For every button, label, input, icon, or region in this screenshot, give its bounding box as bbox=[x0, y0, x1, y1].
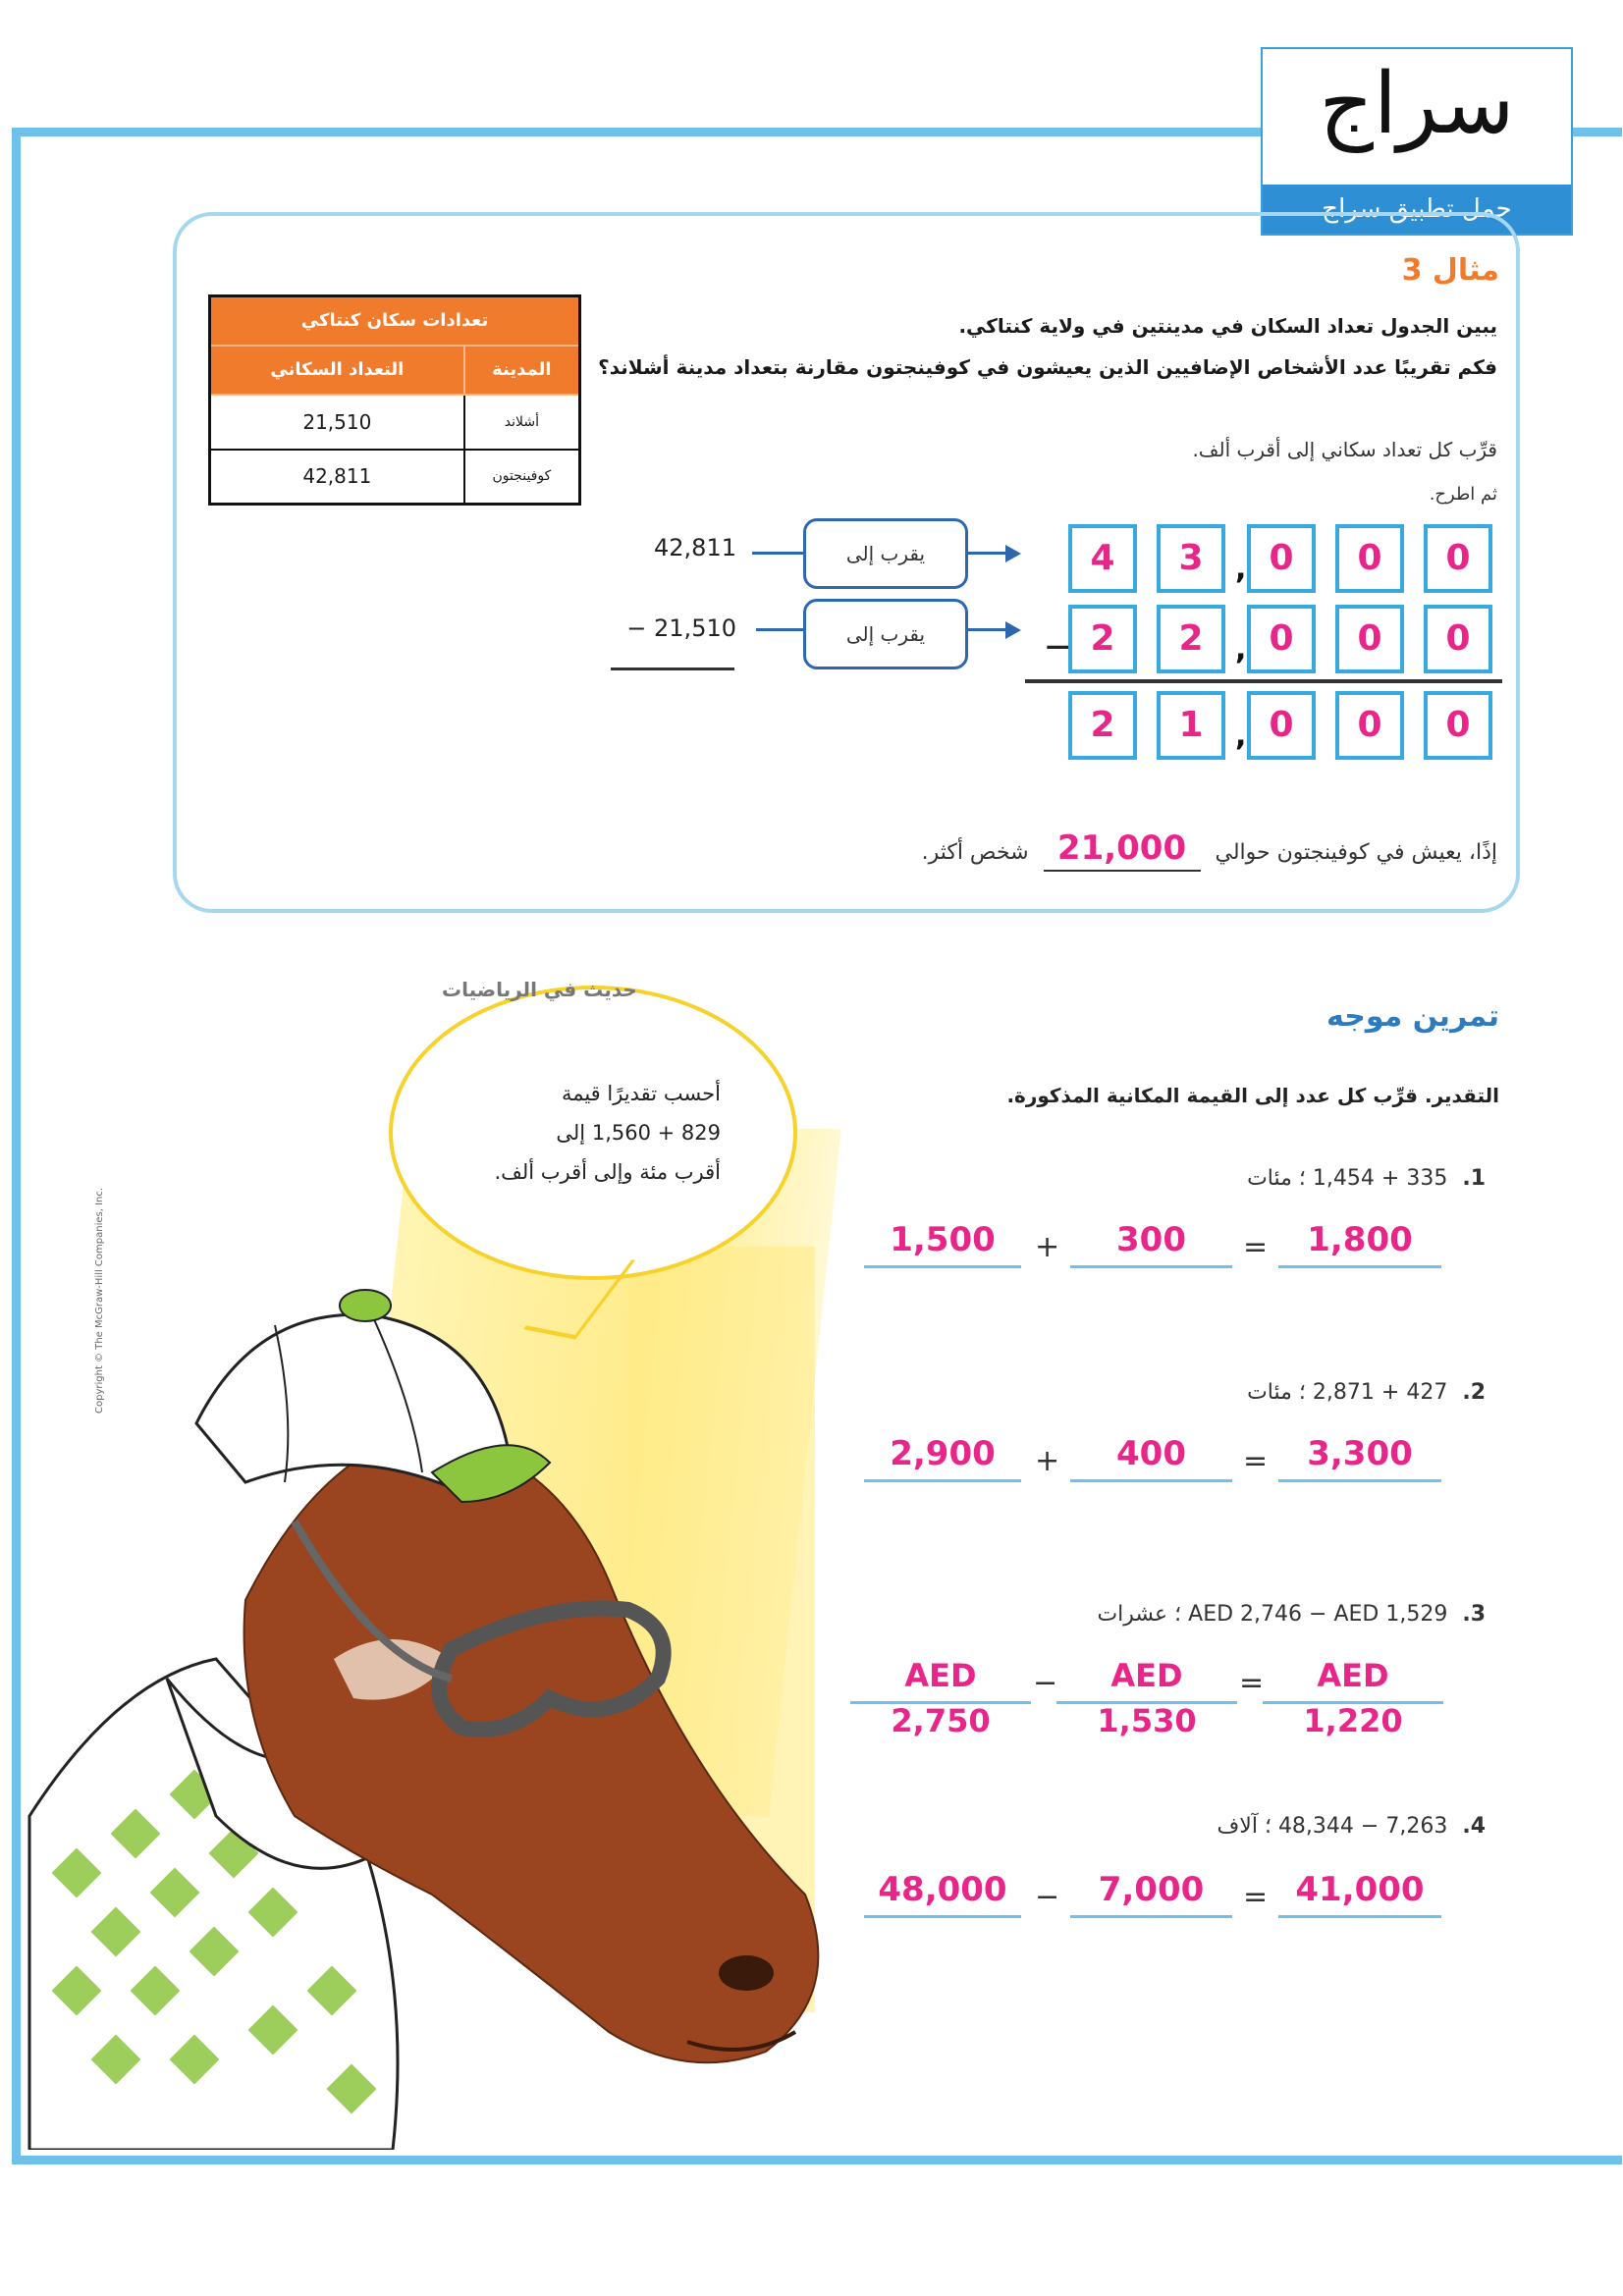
minus-sign: − bbox=[1043, 624, 1076, 669]
answer-suffix: شخص أكثر. bbox=[921, 840, 1029, 865]
math-talk-heading: حديث في الرياضيات bbox=[442, 978, 637, 1001]
question-number: 3. bbox=[1462, 1602, 1486, 1627]
siraj-logo bbox=[1261, 47, 1573, 236]
answer-row-1 bbox=[864, 1213, 1443, 1268]
digit-box: 2 bbox=[1157, 605, 1225, 673]
operator: − bbox=[1035, 1880, 1060, 1914]
rounded-bottom-digits bbox=[1068, 605, 1500, 673]
arrow-head-icon bbox=[1005, 621, 1021, 639]
question-place: ؛ مئات bbox=[1247, 1166, 1306, 1191]
answer-blank: 1,800 bbox=[1278, 1217, 1441, 1268]
question-place: ؛ آلاف bbox=[1217, 1814, 1271, 1839]
digit-box: 3 bbox=[1157, 524, 1225, 593]
equals-sign: = bbox=[1243, 1230, 1269, 1264]
answer-row-2 bbox=[864, 1427, 1443, 1482]
digit-box: 0 bbox=[1247, 524, 1316, 593]
question-expression: 48,344 − 7,263 bbox=[1277, 1814, 1448, 1839]
digit-box: 2 bbox=[1068, 691, 1137, 760]
thousands-comma: , bbox=[1235, 552, 1247, 586]
operator: + bbox=[1035, 1230, 1060, 1264]
bubble-line: أحسب تقديرًا قيمة bbox=[561, 1082, 721, 1105]
question-3 bbox=[1097, 1602, 1486, 1627]
question-expression: AED 2,746 − AED 1,529 bbox=[1188, 1602, 1448, 1627]
speech-bubble-text bbox=[454, 1074, 721, 1192]
digit-box: 0 bbox=[1424, 691, 1492, 760]
example-answer bbox=[922, 828, 1497, 872]
table-cell-population: 42,811 bbox=[210, 450, 464, 505]
table-cell-population: 21,510 bbox=[210, 395, 464, 450]
answer-blank: AED 2,750 bbox=[850, 1653, 1031, 1704]
answer-row-4 bbox=[864, 1863, 1443, 1918]
practice-title: تمرين موجه bbox=[1326, 999, 1499, 1034]
digit-box: 0 bbox=[1424, 524, 1492, 593]
digit-box: 0 bbox=[1247, 605, 1316, 673]
arrow-head-icon bbox=[1005, 545, 1021, 562]
table-cell-city: أشلاند bbox=[464, 395, 580, 450]
question-1 bbox=[1247, 1166, 1486, 1191]
answer-blank: AED 1,220 bbox=[1263, 1653, 1443, 1704]
digit-box: 0 bbox=[1335, 691, 1404, 760]
answer-blank: 1,500 bbox=[864, 1217, 1021, 1268]
answer-blank: 300 bbox=[1070, 1217, 1232, 1268]
question-place: ؛ عشرات bbox=[1097, 1602, 1182, 1627]
question-2 bbox=[1247, 1380, 1486, 1405]
round-to-box-1: يقرب إلى bbox=[803, 518, 968, 589]
equals-sign: = bbox=[1239, 1666, 1265, 1700]
rounded-top-digits bbox=[1068, 524, 1500, 593]
answer-blank: 7,000 bbox=[1070, 1867, 1232, 1918]
question-place: ؛ مئات bbox=[1247, 1380, 1306, 1405]
digit-box: 4 bbox=[1068, 524, 1137, 593]
question-expression: 2,871 + 427 bbox=[1312, 1380, 1448, 1405]
digit-box: 0 bbox=[1247, 691, 1316, 760]
answer-blank: 3,300 bbox=[1278, 1431, 1441, 1482]
arrow-connector bbox=[752, 552, 803, 555]
logo-tagline: حمل تطبيق سراج bbox=[1263, 185, 1571, 234]
table-cell-city: كوفينجتون bbox=[464, 450, 580, 505]
arrow-connector bbox=[756, 628, 803, 631]
raw-top-number: 42,811 bbox=[654, 534, 736, 561]
horse-illustration bbox=[0, 1266, 864, 2150]
operator: + bbox=[1035, 1444, 1060, 1478]
digit-box: 0 bbox=[1335, 605, 1404, 673]
answer-row-3 bbox=[850, 1649, 1443, 1739]
answer-blank: 2,900 bbox=[864, 1431, 1021, 1482]
round-to-box-2: يقرب إلى bbox=[803, 599, 968, 669]
example-question-line1: يبين الجدول تعداد السكان في مدينتين في ولاية كنتاكي. bbox=[958, 314, 1497, 338]
answer-value: 21,000 bbox=[1044, 828, 1201, 872]
population-table-title: تعدادات سكان كنتاكي bbox=[210, 296, 580, 346]
example-question-line2: فكم تقريبًا عدد الأشخاص الإضافيين الذين يعيشون في كوفينجتون مقارنة بتعداد مدينة أشلاند؟ bbox=[598, 355, 1497, 379]
arrow-connector bbox=[968, 628, 1007, 631]
table-row bbox=[210, 450, 580, 505]
logo-word: سراج bbox=[1319, 55, 1515, 153]
thousands-comma: , bbox=[1235, 632, 1247, 667]
arrow-connector bbox=[968, 552, 1007, 555]
answer-blank: 41,000 bbox=[1278, 1867, 1441, 1918]
equals-sign: = bbox=[1243, 1444, 1269, 1478]
question-expression: 1,454 + 335 bbox=[1312, 1166, 1448, 1191]
answer-blank: 48,000 bbox=[864, 1867, 1021, 1918]
question-number: 1. bbox=[1462, 1166, 1486, 1191]
digit-box: 2 bbox=[1068, 605, 1137, 673]
operator: − bbox=[1033, 1666, 1058, 1700]
answer-blank: AED 1,530 bbox=[1056, 1653, 1237, 1704]
result-digits bbox=[1068, 691, 1500, 760]
raw-bottom-number: − 21,510 bbox=[626, 614, 736, 642]
example-title: مثال 3 bbox=[1401, 253, 1499, 288]
column-header-city: المدينة bbox=[464, 346, 580, 395]
answer-blank: 400 bbox=[1070, 1431, 1232, 1482]
example-step-round: قرِّب كل تعداد سكاني إلى أقرب ألف. bbox=[1192, 438, 1497, 461]
bubble-line: أقرب مئة وإلى أقرب ألف. bbox=[494, 1160, 721, 1184]
answer-prefix: إذًا، يعيش في كوفينجتون حوالي bbox=[1215, 840, 1497, 865]
raw-subtraction-line bbox=[611, 667, 734, 670]
question-4 bbox=[1217, 1814, 1486, 1839]
population-table bbox=[208, 294, 581, 506]
question-number: 2. bbox=[1462, 1380, 1486, 1405]
equals-sign: = bbox=[1243, 1880, 1269, 1914]
digit-box: 0 bbox=[1335, 524, 1404, 593]
table-row bbox=[210, 395, 580, 450]
digit-box: 1 bbox=[1157, 691, 1225, 760]
copyright-credit: Copyright © The McGraw-Hill Companies, Inc. bbox=[94, 1187, 105, 1414]
practice-instruction: التقدير. قرِّب كل عدد إلى القيمة المكانية المذكورة. bbox=[1006, 1084, 1499, 1107]
bubble-line: 829 + 1,560 إلى bbox=[556, 1121, 721, 1145]
thousands-comma: , bbox=[1235, 719, 1247, 753]
example-step-then: ثم اطرح. bbox=[1429, 484, 1497, 505]
subtraction-line bbox=[1025, 679, 1502, 683]
question-number: 4. bbox=[1462, 1814, 1486, 1839]
digit-box: 0 bbox=[1424, 605, 1492, 673]
column-header-population: التعداد السكاني bbox=[210, 346, 464, 395]
